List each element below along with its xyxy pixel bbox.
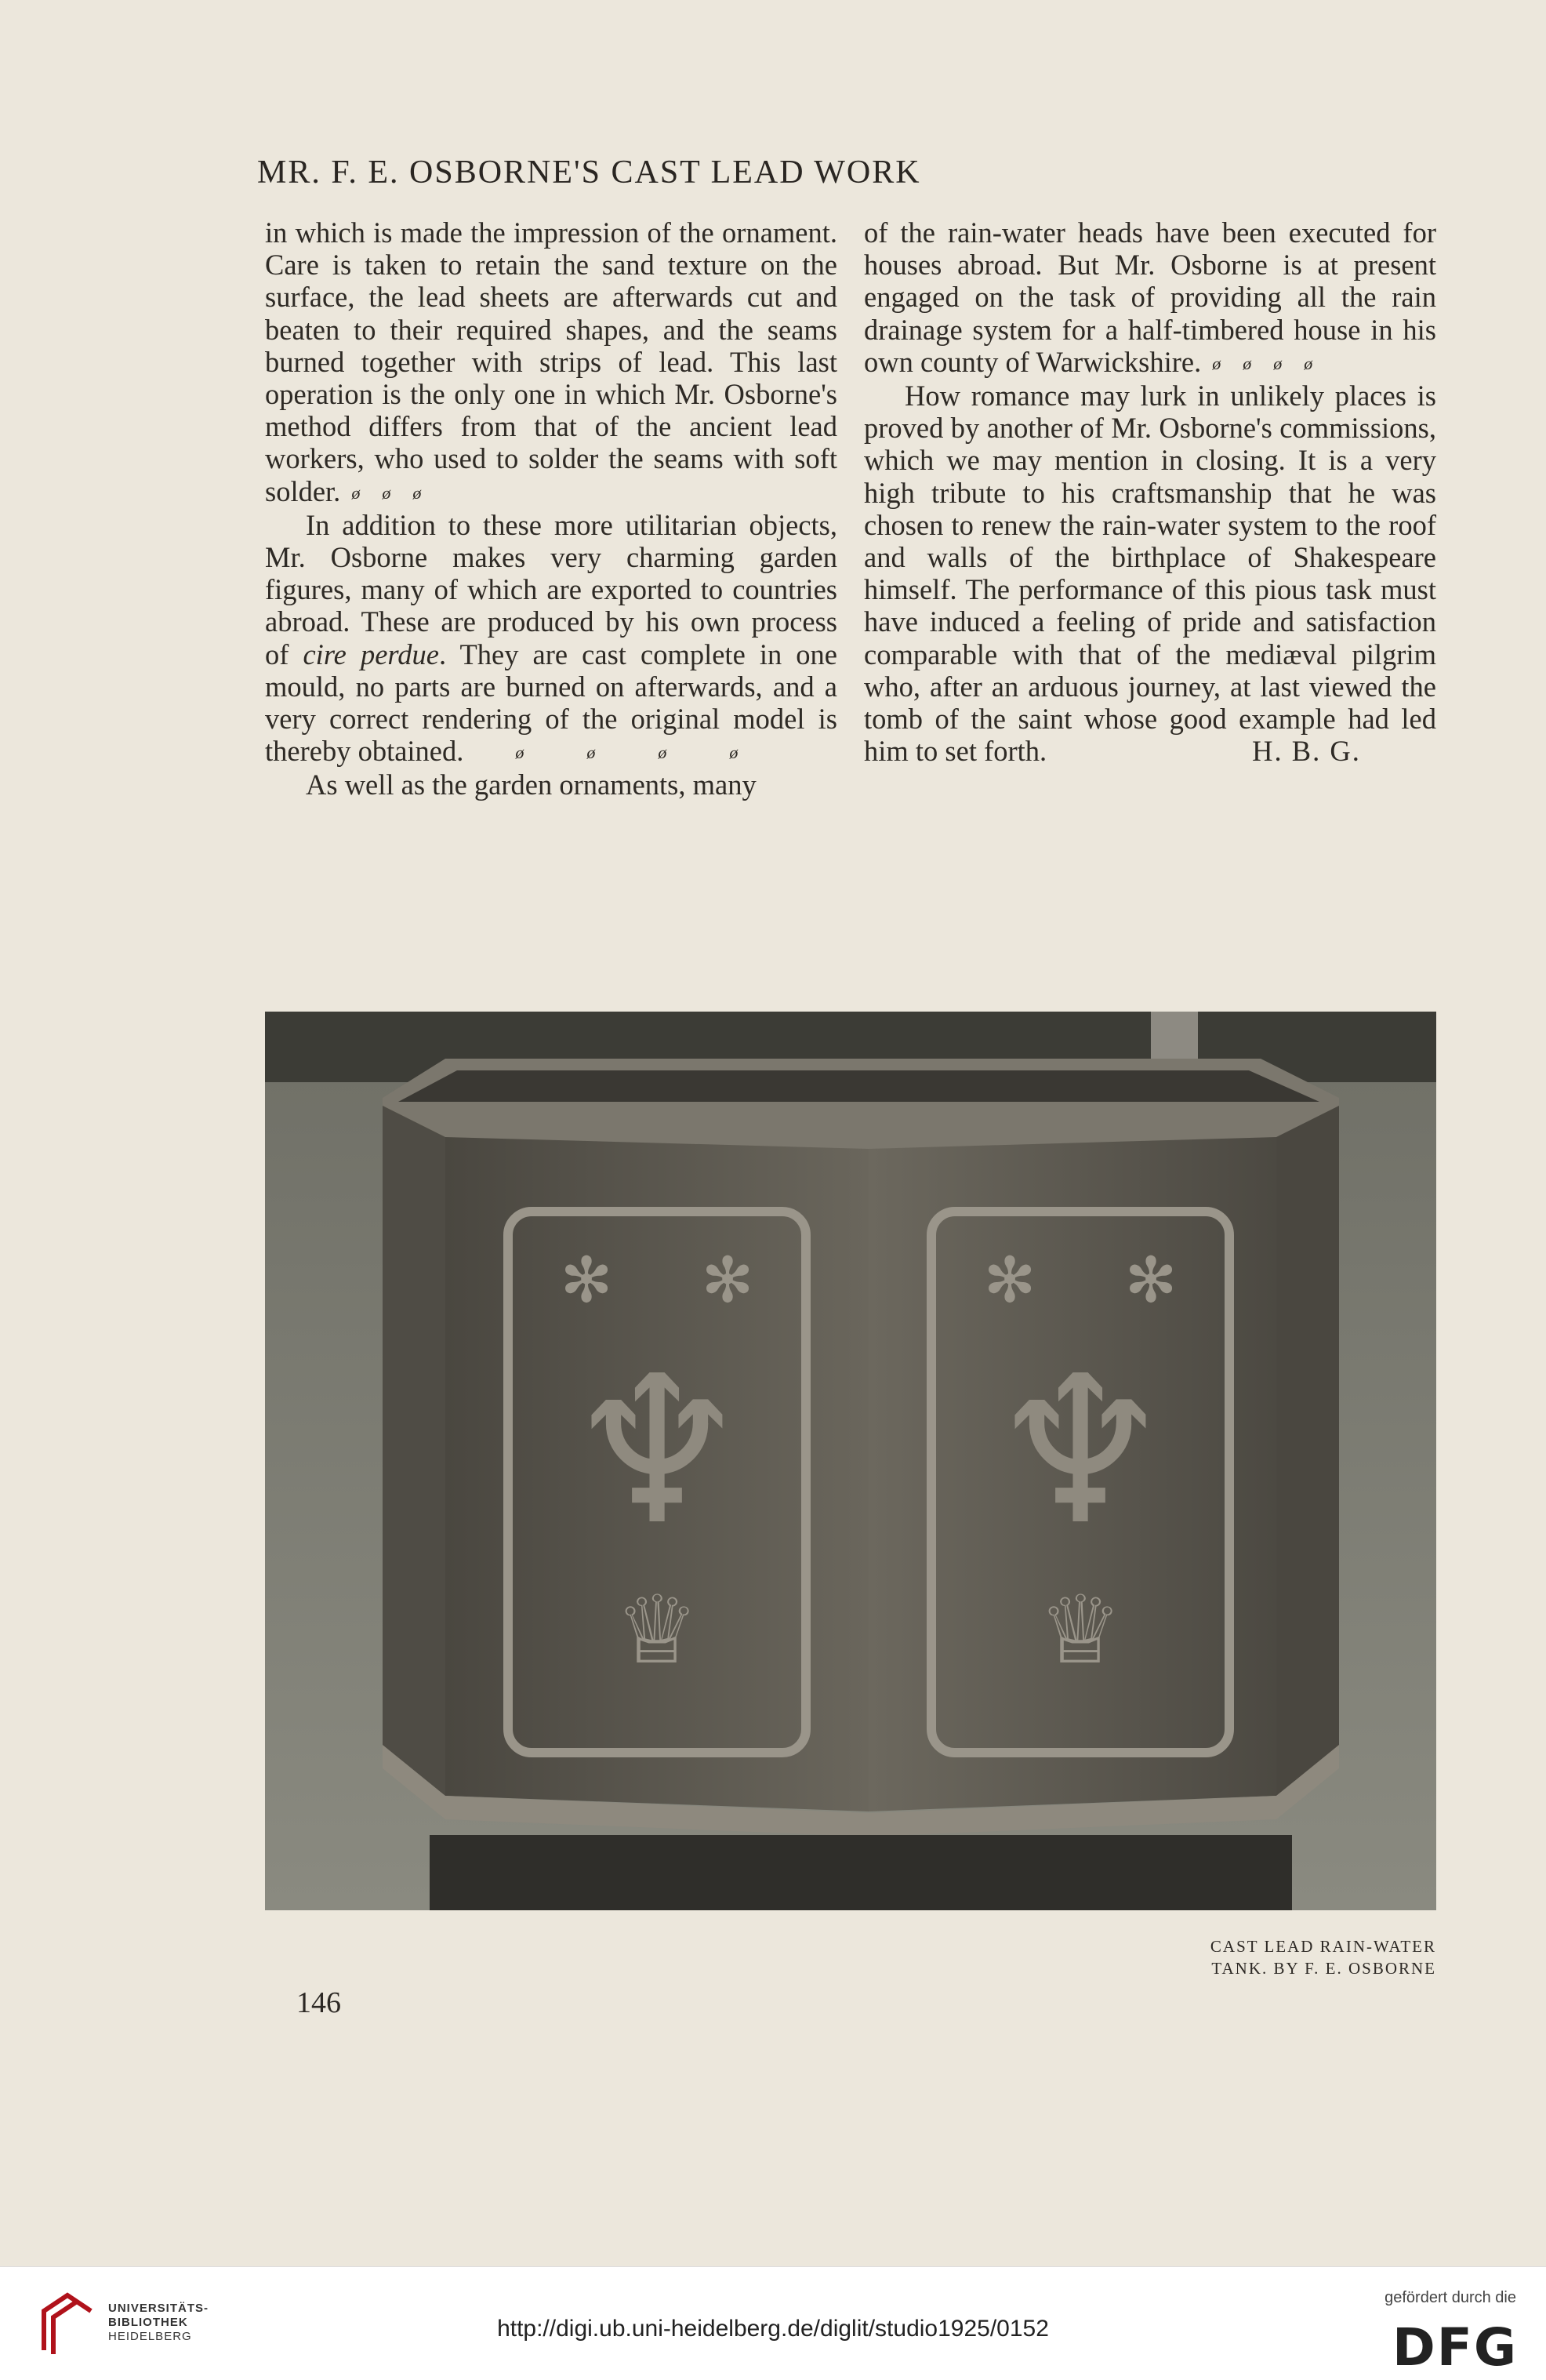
sponsor-note: gefördert durch die — [1385, 2289, 1516, 2306]
caption-line-2: TANK. BY F. E. OSBORNE — [1211, 1959, 1436, 1978]
figure-caption — [966, 1935, 1436, 1979]
ornament-icon: ø — [729, 743, 739, 763]
italic-term: cire perdue — [303, 638, 439, 670]
right-paragraph-2 — [864, 380, 1436, 767]
ornament-icon: ø — [382, 482, 391, 503]
svg-text:✻: ✻ — [701, 1244, 754, 1317]
library-name-line-2: BIBLIOTHEK — [108, 2316, 188, 2329]
page-number: 146 — [296, 1986, 341, 2019]
ornament-icon: ø — [1304, 353, 1313, 373]
running-head: MR. F. E. OSBORNE'S CAST LEAD WORK — [257, 154, 921, 191]
footer-bar — [0, 2266, 1546, 2380]
caption-line-1: CAST LEAD RAIN-WATER — [1210, 1937, 1436, 1956]
library-name-line-3: HEIDELBERG — [108, 2330, 192, 2343]
right-paragraph-1-text: of the rain-water heads have been executed for houses abroad. But Mr. Osborne is at present engaged on the task of providing all the rain drainage system for a half-timbered house in his own county of Warwickshire. — [864, 216, 1436, 378]
signature: H. B. G. — [1252, 735, 1361, 768]
svg-text:✻: ✻ — [983, 1244, 1036, 1317]
svg-text:♆: ♆ — [989, 1333, 1172, 1570]
svg-text:♆: ♆ — [565, 1333, 749, 1570]
tank-illustration — [265, 1012, 1436, 1910]
right-paragraph-1 — [864, 216, 1436, 380]
ornament-icon: ø — [1273, 353, 1283, 373]
right-paragraph-2-text: How romance may lurk in unlikely places is proved by another of Mr. Osborne's commissions, which we may mention in closing. It is a very high tribute to his craftsmanship that he was chosen to renew the rain-water system to the roof and walls of the birthplace of Shakespeare himself. The performance of this pious task must have induced a feeling of pride and satisfaction comparable with that of the mediæval pilgrim who, after an arduous journey, at last viewed the tomb of the saint whose good example had led him to set forth. — [864, 380, 1436, 768]
svg-text:♕: ♕ — [615, 1576, 699, 1685]
right-column — [864, 216, 1436, 767]
rain-water-tank-photo — [265, 1012, 1436, 1910]
svg-text:✻: ✻ — [560, 1244, 613, 1317]
ornament-icon: ø — [515, 743, 524, 763]
ornament-icon: ø — [1212, 353, 1221, 373]
ornament-icon: ø — [658, 743, 667, 763]
ornament-icon: ø — [351, 482, 361, 503]
ornament-icon: ø — [586, 743, 596, 763]
left-paragraph-3: As well as the garden ornaments, many — [306, 769, 757, 801]
source-url-link[interactable]: http://digi.ub.uni-heidelberg.de/diglit/studio1925/0152 — [497, 2316, 1049, 2342]
svg-text:✻: ✻ — [1124, 1244, 1178, 1317]
left-paragraph-2-text-b: . They are cast complete in one mould, no parts are burned on afterwards, and a very correct rendering of the original model is thereby obtained. — [265, 638, 837, 768]
left-paragraph-1 — [265, 216, 837, 509]
left-paragraph-2 — [265, 509, 837, 769]
left-column — [265, 216, 837, 801]
library-name-line-1: UNIVERSITÄTS- — [108, 2302, 209, 2315]
dfg-logo: DFG — [1392, 2317, 1518, 2378]
ornament-icon: ø — [412, 482, 422, 503]
svg-text:♕: ♕ — [1038, 1576, 1123, 1685]
ornament-icon: ø — [1243, 353, 1252, 373]
left-paragraph-2-text-a: In addition to these more utilitarian objects, Mr. Osborne makes very charming garden figures, many of which are exported to countries abroad. These are produced by his own process of — [265, 508, 837, 670]
left-paragraph-1-text: in which is made the impression of the ornament. Care is taken to retain the sand texture on the surface, the lead sheets are afterwards cut and beaten to their required shapes, and the seams burned together with strips of lead. This last operation is the only one in which Mr. Osborne's method differs from that of the ancient lead workers, who used to solder the seams with soft solder. — [265, 216, 837, 507]
